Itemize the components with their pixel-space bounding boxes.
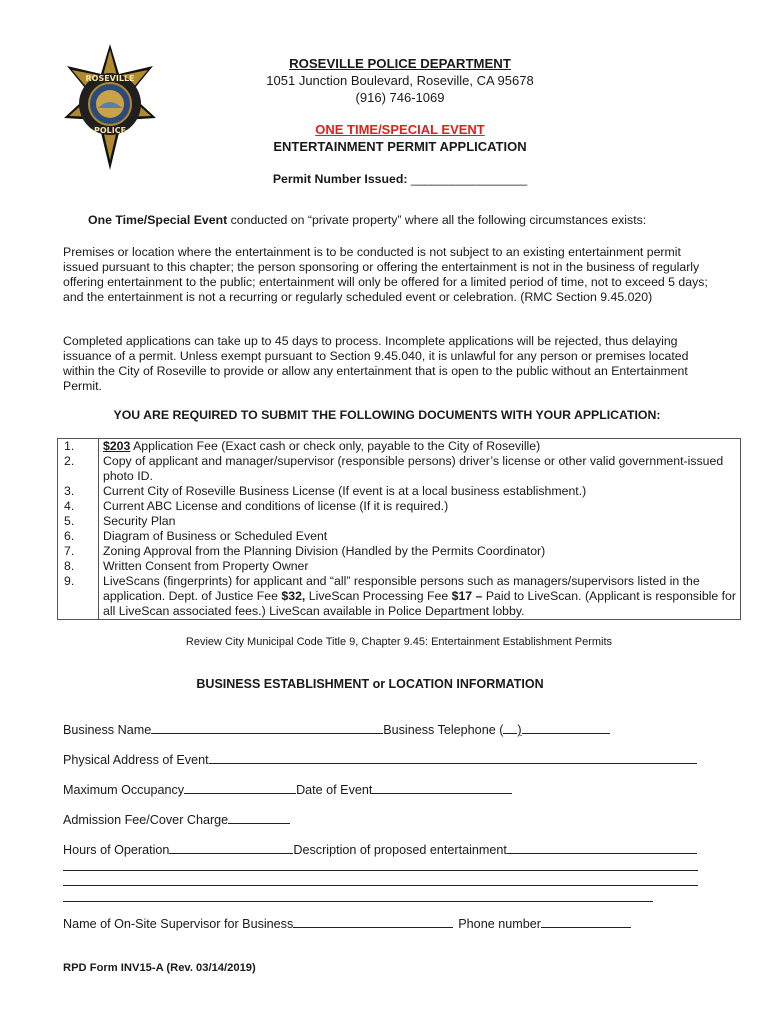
- item-number: 4.: [58, 499, 99, 514]
- max-occupancy-label: Maximum Occupancy: [63, 783, 185, 797]
- admission-fee-field[interactable]: [228, 812, 290, 824]
- business-telephone-field[interactable]: [522, 722, 610, 734]
- item-text: Zoning Approval from the Planning Division (Handled by the Permits Coordinator): [99, 544, 741, 559]
- requirements-heading: YOU ARE REQUIRED TO SUBMIT THE FOLLOWING DOCUMENTS WITH YOUR APPLICATION:: [113, 408, 661, 422]
- required-documents-table: [57, 438, 741, 620]
- police-badge-logo: [60, 44, 160, 170]
- business-name-label: Business Name: [63, 723, 152, 737]
- business-name-row: [63, 722, 610, 737]
- date-of-event-field[interactable]: [372, 782, 512, 794]
- item-text-rest: Application Fee (Exact cash or check only, payable to the City of Roseville): [130, 439, 541, 453]
- table-row: [58, 439, 741, 455]
- description-label: Description of proposed entertainment: [293, 843, 507, 857]
- badge-bottom-text: POLICE: [93, 126, 127, 135]
- item-text: Current City of Roseville Business License (If event is at a local business establishment.): [99, 484, 741, 499]
- permit-number-label: Permit Number Issued:: [272, 172, 411, 186]
- phone-number-label: Phone number: [458, 917, 541, 931]
- department-name: ROSEVILLE POLICE DEPARTMENT: [289, 56, 511, 71]
- item-text: [99, 574, 741, 620]
- item-number: 3.: [58, 484, 99, 499]
- occupancy-date-row: [63, 782, 512, 797]
- intro-bold: One Time/Special Event: [88, 213, 228, 227]
- intro-statement: [88, 213, 708, 228]
- max-occupancy-field[interactable]: [184, 782, 296, 794]
- item-text: Written Consent from Property Owner: [99, 559, 741, 574]
- item-text: Diagram of Business or Scheduled Event: [99, 529, 741, 544]
- table-row: [58, 514, 741, 529]
- intro-rest: conducted on “private property” where all the following circumstances exists:: [227, 213, 647, 227]
- table-row: [58, 499, 741, 514]
- physical-address-label: Physical Address of Event: [63, 753, 209, 767]
- department-phone: (916) 746-1069: [355, 90, 445, 105]
- business-name-field[interactable]: [151, 722, 383, 734]
- admission-fee-label: Admission Fee/Cover Charge: [63, 813, 229, 827]
- hours-field[interactable]: [169, 842, 293, 854]
- item-number: 6.: [58, 529, 99, 544]
- item-fee: $203: [103, 439, 131, 453]
- date-of-event-label: Date of Event: [296, 783, 373, 797]
- badge-top-text: ROSEVILLE: [85, 74, 135, 83]
- item-number: 8.: [58, 559, 99, 574]
- item-text-part: LiveScan Processing Fee: [305, 589, 452, 603]
- phone-number-field[interactable]: [541, 916, 631, 928]
- processing-paragraph: Completed applications can take up to 45 days to process. Incomplete applications will be rejected, thus delaying issuance of a permit. Unless exempt pursuant to Section 9.45.040, it is unlawful for any person or premises located within the City of Roseville to provide or allow any entertainment that is open to the public without an Entertainment Permit.: [63, 334, 689, 393]
- table-row: [58, 544, 741, 559]
- item-text: Copy of applicant and manager/supervisor (responsible persons) driver’s license or other valid government-issued photo ID.: [99, 454, 741, 484]
- hours-description-row: [63, 842, 697, 857]
- description-line-2[interactable]: [63, 870, 698, 871]
- item-text-part: Paid to LiveScan. (Applicant is responsible for all LiveScan associated fees.) LiveScan available in Police Department lobby.: [103, 589, 736, 618]
- supervisor-field[interactable]: [293, 916, 453, 928]
- item-number: 7.: [58, 544, 99, 559]
- table-row: [58, 574, 741, 620]
- table-row: [58, 559, 741, 574]
- item-number: 5.: [58, 514, 99, 529]
- admission-fee-row: [63, 812, 290, 827]
- item-text: [99, 439, 741, 455]
- permit-number-field[interactable]: _________________: [410, 172, 528, 186]
- physical-address-field[interactable]: [209, 752, 697, 764]
- supervisor-row: [63, 916, 631, 931]
- business-section-heading: BUSINESS ESTABLISHMENT or LOCATION INFORMATION: [196, 677, 544, 691]
- item-number: 9.: [58, 574, 99, 620]
- area-code-field[interactable]: [503, 722, 517, 734]
- event-type-title: ONE TIME/SPECIAL EVENT: [315, 122, 485, 137]
- form-footer: RPD Form INV15-A (Rev. 03/14/2019): [63, 962, 256, 974]
- department-address: 1051 Junction Boulevard, Roseville, CA 95678: [266, 73, 534, 88]
- item-number: 1.: [58, 439, 99, 455]
- table-row: [58, 529, 741, 544]
- table-row: [58, 454, 741, 484]
- item-text: Current ABC License and conditions of license (If it is required.): [99, 499, 741, 514]
- permit-number-line: [180, 172, 620, 186]
- telephone-close-paren: ): [517, 723, 522, 737]
- business-telephone-label: Business Telephone (: [383, 723, 504, 737]
- item-number: 2.: [58, 454, 99, 484]
- circumstances-paragraph: Premises or location where the entertainment is to be conducted is not subject to an existing entertainment permit issued pursuant to this chapter; the person sponsoring or offering the entertainment is not in the business of regularly offering entertainment to the public; entertainment will only be offered for a limited period of time, not to exceed 5 days; and the entertainment is not a recurring or regularly scheduled event or celebration. (RMC Section 9.45.020): [63, 245, 708, 304]
- supervisor-label: Name of On-Site Supervisor for Business: [63, 917, 294, 931]
- hours-label: Hours of Operation: [63, 843, 170, 857]
- doj-fee: $32,: [281, 589, 306, 603]
- municipal-code-note: Review City Municipal Code Title 9, Chapter 9.45: Entertainment Establishment Permits: [185, 636, 613, 648]
- physical-address-row: [63, 752, 697, 767]
- description-line-4[interactable]: [63, 901, 653, 902]
- item-text: Security Plan: [99, 514, 741, 529]
- item-text-part: LiveScans (fingerprints) for applicant and “all” responsible persons such as managers/supervisors listed in the application. Dept. of Justice Fee: [103, 574, 700, 603]
- livescan-fee: $17 –: [451, 589, 483, 603]
- table-row: [58, 484, 741, 499]
- description-line-3[interactable]: [63, 885, 698, 886]
- description-field[interactable]: [507, 842, 697, 854]
- form-title: ENTERTAINMENT PERMIT APPLICATION: [273, 139, 527, 154]
